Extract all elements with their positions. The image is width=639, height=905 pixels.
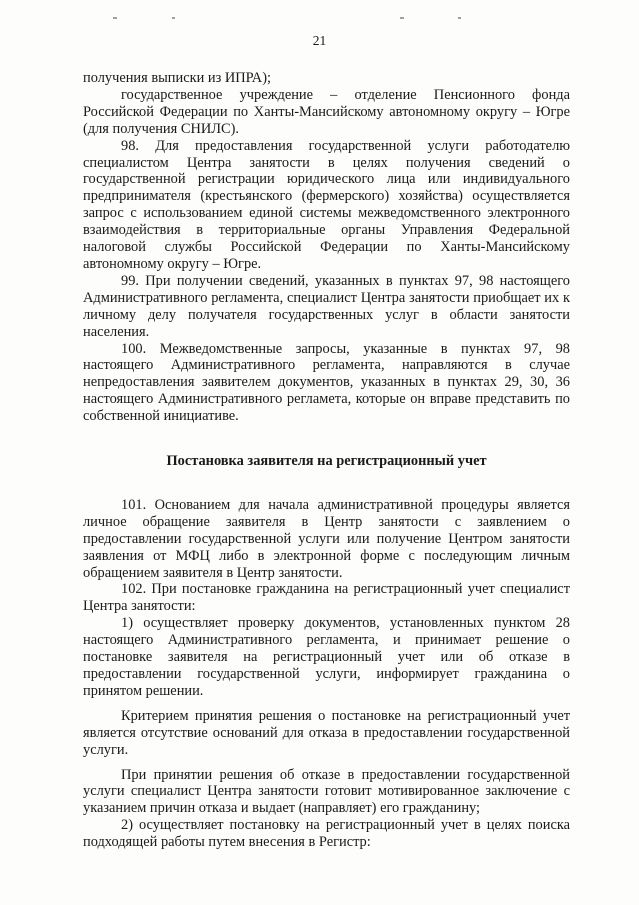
paragraph-98: 98. Для предоставления государственной услуги работодателю специалистом Центра занятости в целях получения сведений о государственной регистрации юридического лица или индивидуального предпринимателя (крестьянского (фермерского) хозяйства) осуществляется запрос с использованием единой системы межведомственного электронного взаимодействия в территориальные органы Управления Федеральной налоговой службы Российской Федерации по Ханты-Мансийскому автономному округу – Югре.: [83, 137, 570, 272]
paragraph-101: 101. Основанием для начала административной процедуры является личное обращение заявителя в Центр занятости с заявлением о предоставлении государственной услуги или получение Центром занятости заявления от МФЦ либо в электронной форме с последующим личным обращением заявителя в Центр занятости.: [83, 496, 570, 581]
paragraph: государственное учреждение – отделение Пенсионного фонда Российской Федерации по Ханты-Мансийскому автономному округу – Югре (для получения СНИЛС).: [83, 86, 570, 137]
paragraph-99: 99. При получении сведений, указанных в пунктах 97, 98 настоящего Административного регламента, специалист Центра занятости приобщает их к личному делу получателя государственных услуг в области занятости населения.: [83, 272, 570, 340]
scan-artifact: [400, 17, 404, 19]
scan-artifact: [458, 17, 461, 19]
paragraph-100: 100. Межведомственные запросы, указанные в пунктах 97, 98 настоящего Административного регламента, направляются в случае непредоставления заявителем документов, указанных в пунктах 29, 30, 36 настоящего Административного регламета, которые он вправе представить по собственной инициативе.: [83, 340, 570, 425]
list-item-1: 1) осуществляет проверку документов, установленных пунктом 28 настоящего Административного регламента, и принимает решение о постановке заявителя на регистрационный учет или об отказе в предоставлении государственной услуги, информирует гражданина о принятом решении.: [83, 615, 570, 699]
paragraph: При принятии решения об отказе в предоставлении государственной услуги специалист Центра занятости готовит мотивированное заключение с указанием причин отказа и выдает (направляет) его гражданину;: [83, 766, 570, 817]
page-number: 21: [312, 33, 327, 48]
list-item-2: 2) осуществляет постановку на регистрационный учет в целях поиска подходящей работы путем внесения в Регистр:: [83, 817, 570, 851]
paragraph: Критерием принятия решения о постановке на регистрационный учет является отсутствие оснований для отказа в предоставлении государственной услуги.: [83, 707, 570, 758]
document-body: [83, 70, 570, 851]
paragraph-102: 102. При постановке гражданина на регистрационный учет специалист Центра занятости:: [83, 581, 570, 615]
section-heading: Постановка заявителя на регистрационный учет: [166, 453, 487, 470]
scan-artifact: [113, 17, 117, 19]
paragraph: получения выписки из ИПРА);: [83, 70, 271, 86]
scan-artifact: [172, 17, 175, 19]
